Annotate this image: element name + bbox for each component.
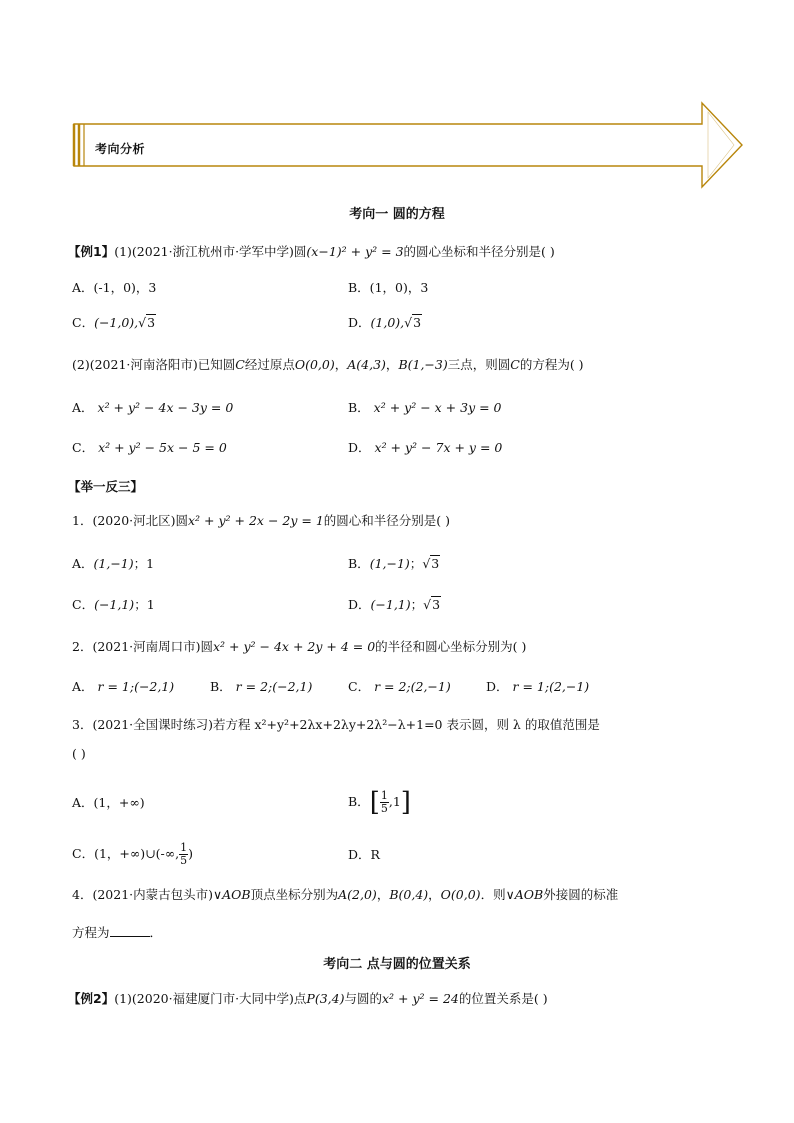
section-banner (68, 100, 748, 190)
sqrt-symbol: √3 (138, 315, 156, 330)
example-label: 【例1】 (68, 244, 115, 259)
option-b: B．[ $\frac{1}{5}$ ,1] (348, 787, 411, 818)
answer-blank[interactable] (110, 924, 150, 937)
option-d: D．(1,0),√3 (348, 315, 422, 330)
option-b: B． x² + y² − x + 3y = 0 (348, 400, 502, 415)
sqrt-symbol: √3 (422, 556, 440, 571)
example-1-stem: 【例1】(1)(2021·浙江杭州市·学军中学)圆(x−1)² + y² = 3的圆心坐标和半径分别是( ) (68, 244, 555, 259)
section-title-1: 考向一 圆的方程 (349, 207, 445, 222)
option-c: C．(−1,0),√3 (72, 315, 156, 330)
example-2-stem: 【例2】(1)(2020·福建厦门市·大同中学)点P(3,4)与圆的x² + y² = 24的位置关系是( ) (68, 991, 548, 1006)
fraction: $\frac{1}{5}$ (180, 841, 188, 867)
section-title-2: 考向二 点与圆的位置关系 (323, 957, 471, 972)
option-d: D．R (348, 847, 380, 862)
option-d: D． x² + y² − 7x + y = 0 (348, 440, 503, 455)
sqrt-symbol: √3 (423, 597, 441, 612)
option-a: A． x² + y² − 4x − 3y = 0 (72, 400, 234, 415)
banner-title: 考向分析 (95, 142, 146, 156)
question-3-stem: 3．(2021·全国课时练习)若方程 x²+y²+2λx+2λy+2λ²−λ+1=0 表示圆，则 λ 的取值范围是 (72, 717, 600, 732)
sqrt-symbol: √3 (404, 315, 422, 330)
option-a: A． r = 1;(−2,1) (72, 679, 175, 694)
option-a: A．(1，+∞) (72, 795, 145, 810)
practice-heading: 【举一反三】 (68, 479, 144, 494)
question-4-answer-line: 方程为 ． (72, 925, 163, 940)
fraction: $\frac{1}{5}$ (380, 789, 388, 815)
option-a: A．(1,−1)；1 (72, 556, 155, 571)
option-d: D． r = 1;(2,−1) (486, 679, 590, 694)
question-2-stem: 2．(2021·河南周口市)圆x² + y² − 4x + 2y + 4 = 0的半径和圆心坐标分别为( ) (72, 639, 527, 654)
option-c: C． r = 2;(2,−1) (348, 679, 451, 694)
option-b: B．(1,−1)；√3 (348, 556, 440, 571)
option-c: C． x² + y² − 5x − 5 = 0 (72, 440, 227, 455)
question-1-stem: 1．(2020·河北区)圆x² + y² + 2x − 2y = 1的圆心和半径分别是( ) (72, 513, 451, 528)
example-label: 【例2】 (68, 991, 115, 1006)
option-b: B． r = 2;(−2,1) (210, 679, 313, 694)
question-3-bracket: ( ) (72, 746, 86, 761)
question-4-stem: 4．(2021·内蒙古包头市)∨AOB顶点坐标分别为A(2,0)，B(0,4)，O(0,0)．则∨AOB外接圆的标准 (72, 887, 619, 902)
option-c: C．(−1,1)；1 (72, 597, 155, 612)
option-d: D．(−1,1)；√3 (348, 597, 441, 612)
option-b: B．(1，0)，3 (348, 280, 429, 295)
option-a: A．(-1，0)，3 (72, 280, 157, 295)
option-c: C．(1，+∞)∪(-∞, $\frac{1}{5}$ ) (72, 841, 194, 867)
example-1-part-2-stem: (2)(2021·河南洛阳市)已知圆C经过原点O(0,0)，A(4,3)，B(1,−3)三点，则圆C的方程为( ) (72, 357, 584, 372)
